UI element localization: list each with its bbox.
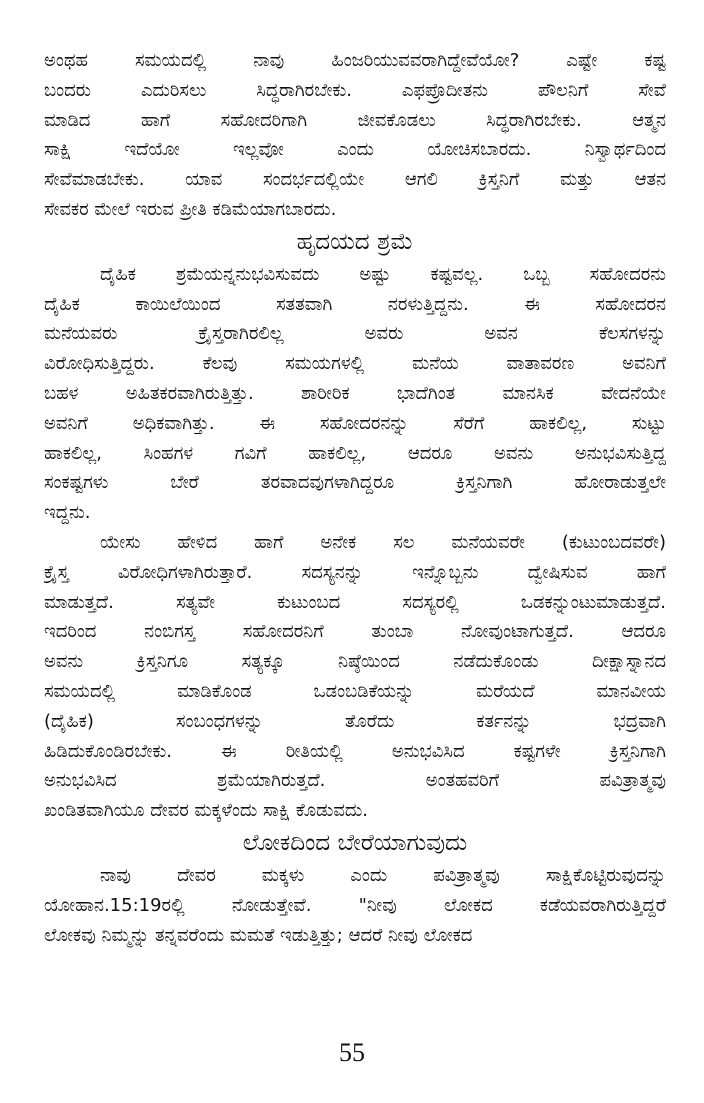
text-line: ಖಂಡಿತವಾಗಿಯೂ ದೇವರ ಮಕ್ಕಳೆಂದು ಸಾಕ್ಷಿ ಕೊಡುವದು.: [44, 800, 368, 822]
section-heading: ಹೃದಯದ ಶ್ರಮೆ: [296, 228, 414, 255]
text-line: ಹಾಕಲಿಲ್ಲ, ಸಿಂಹಗಳ ಗವಿಗೆ ಹಾಕಲಿಲ್ಲ, ಆದರೂ ಅವನು ಅನುಭವಿಸುತ್ತಿದ್ದ: [44, 442, 666, 464]
text-line: (ದೈಹಿಕ) ಸಂಬಂಧಗಳನ್ನು ತೊರೆದು ಕರ್ತನನ್ನು ಭದ್ರವಾಗಿ: [44, 710, 666, 732]
text-line: ಹಿಡಿದುಕೊಂಡಿರಬೇಕು. ಈ ರೀತಿಯಲ್ಲಿ ಅನುಭವಿಸಿದ ಕಷ್ಟಗಳೇ ಕ್ರಿಸ್ತನಿಗಾಗಿ: [44, 740, 666, 762]
text-line: ನಾವು ದೇವರ ಮಕ್ಕಳು ಎಂದು ಪವಿತ್ರಾತ್ಮವು ಸಾಕ್ಷಿಕೊಟ್ಟಿರುವುದನ್ನು: [100, 864, 666, 886]
text-line: ದೈಹಿಕ ಶ್ರಮೆಯನ್ನನುಭವಿಸುವದು ಅಷ್ಟು ಕಷ್ಟವಲ್ಲ. ಒಬ್ಬ ಸಹೋದರನು: [100, 263, 666, 285]
text-line: ಸಮಯದಲ್ಲಿ ಮಾಡಿಕೊಂಡ ಒಡಂಬಡಿಕೆಯನ್ನು ಮರೆಯದೆ ಮಾನವೀಯ: [44, 680, 666, 702]
text-line: ಬಹಳ ಅಹಿತಕರವಾಗಿರುತ್ತಿತ್ತು. ಶಾರೀರಿಕ ಭಾದೆಗಿಂತ ಮಾನಸಿಕ ವೇದನೆಯೇ: [44, 382, 666, 404]
text-line: ಅನುಭವಿಸಿದ ಶ್ರಮೆಯಾಗಿರುತ್ತದೆ. ಅಂತಹವರಿಗೆ ಪವಿತ್ರಾತ್ಮವು: [44, 770, 666, 792]
text-line: ಮಾಡುತ್ತದೆ. ಸತ್ಯವೇ ಕುಟುಂಬದ ಸದಸ್ಯರಲ್ಲಿ ಒಡಕನ್ನುಂಟುಮಾಡುತ್ತದೆ.: [44, 591, 666, 613]
text-line: ಸಾಕ್ಷಿ ಇದೆಯೋ ಇಲ್ಲವೋ ಎಂದು ಯೋಚಿಸಬಾರದು. ನಿಸ್ವಾರ್ಥದಿಂದ: [44, 139, 666, 161]
text-line: ಯೋಹಾನ.15:19ರಲ್ಲಿ ನೋಡುತ್ತೇವೆ. "ನೀವು ಲೋಕದ ಕಡೆಯವರಾಗಿರುತ್ತಿದ್ದರೆ: [44, 894, 666, 916]
text-line: ಬಂದರು ಎದುರಿಸಲು ಸಿದ್ಧರಾಗಿರಬೇಕು. ಎಫಪ್ರೊದೀತನು ಪೌಲನಿಗೆ ಸೇವೆ: [44, 79, 666, 101]
text-line: ಸೇವಕರ ಮೇಲೆ ಇರುವ ಪ್ರೀತಿ ಕಡಿಮೆಯಾಗಬಾರದು.: [44, 198, 337, 220]
text-line: ಅವನು ಕ್ರಿಸ್ತನಿಗೂ ಸತ್ಯಕ್ಕೂ ನಿಷ್ಠೆಯಿಂದ ನಡೆದುಕೊಂಡು ದೀಕ್ಷಾಸ್ನಾನದ: [44, 651, 666, 673]
text-line: ಸೇವೆಮಾಡಬೇಕು. ಯಾವ ಸಂದರ್ಭದಲ್ಲಿಯೇ ಆಗಲಿ ಕ್ರಿಸ್ತನಿಗೆ ಮತ್ತು ಆತನ: [44, 169, 666, 191]
text-line: ಅವನಿಗೆ ಅಧಿಕವಾಗಿತ್ತು. ಈ ಸಹೋದರನನ್ನು ಸೆರೆಗೆ ಹಾಕಲಿಲ್ಲ, ಸುಟ್ಟು: [44, 412, 666, 434]
text-line: ಇದರಿಂದ ನಂಬಿಗಸ್ತ ಸಹೋದರನಿಗೆ ತುಂಬಾ ನೋವುಂಟಾಗುತ್ತದೆ. ಆದರೂ: [44, 621, 666, 643]
text-line: ಮನೆಯವರು ಕ್ರೈಸ್ತರಾಗಿರಲಿಲ್ಲ ಅವರು ಅವನ ಕೆಲಸಗಳನ್ನು: [44, 323, 666, 345]
section-heading: ಲೋಕದಿಂದ ಬೇರೆಯಾಗುವುದು: [242, 829, 468, 856]
page-body: [44, 46, 666, 950]
text-line: ಲೋಕವು ನಿಮ್ಮನ್ನು ತನ್ನವರೆಂದು ಮಮತೆ ಇಡುತ್ತಿತ್ತು; ಆದರೆ ನೀವು ಲೋಕದ: [44, 924, 473, 946]
text-line: ಮಾಡಿದ ಹಾಗೆ ಸಹೋದರಿಗಾಗಿ ಜೀವಕೊಡಲು ಸಿದ್ಧರಾಗಿರಬೇಕು. ಆತ್ಮನ: [44, 109, 666, 131]
text-line: ದೈಹಿಕ ಕಾಯಿಲೆಯಿಂದ ಸತತವಾಗಿ ನರಳುತ್ತಿದ್ದನು. ಈ ಸಹೋದರನ: [44, 293, 666, 315]
text-line: ಅಂಥಹ ಸಮಯದಲ್ಲಿ ನಾವು ಹಿಂಜರಿಯುವವರಾಗಿದ್ದೇವೆಯೋ? ಎಷ್ಟೇ ಕಷ್ಟ: [44, 50, 666, 71]
text-line: ಯೇಸು ಹೇಳಿದ ಹಾಗೆ ಅನೇಕ ಸಲ ಮನೆಯವರೇ (ಕುಟುಂಬದವರೇ): [100, 531, 666, 553]
page-number: 55: [339, 1038, 365, 1067]
text-line: ಇದ್ದನು.: [44, 502, 91, 524]
text-line: ಕ್ರೈಸ್ತ ವಿರೋಧಿಗಳಾಗಿರುತ್ತಾರೆ. ಸದಸ್ಯನನ್ನು ಇನ್ನೊಬ್ಬನು ದ್ವೇಷಿಸುವ ಹಾಗೆ: [44, 561, 666, 583]
text-line: ವಿರೋಧಿಸುತ್ತಿದ್ದರು. ಕೆಲವು ಸಮಯಗಳಲ್ಲಿ ಮನೆಯ ವಾತಾವರಣ ಅವನಿಗೆ: [44, 353, 666, 375]
text-line: ಸಂಕಷ್ಟಗಳು ಬೇರೆ ತರವಾದವುಗಳಾಗಿದ್ದರೂ ಕ್ರಿಸ್ತನಿಗಾಗಿ ಹೋರಾಡುತ್ತಲೇ: [44, 472, 666, 494]
